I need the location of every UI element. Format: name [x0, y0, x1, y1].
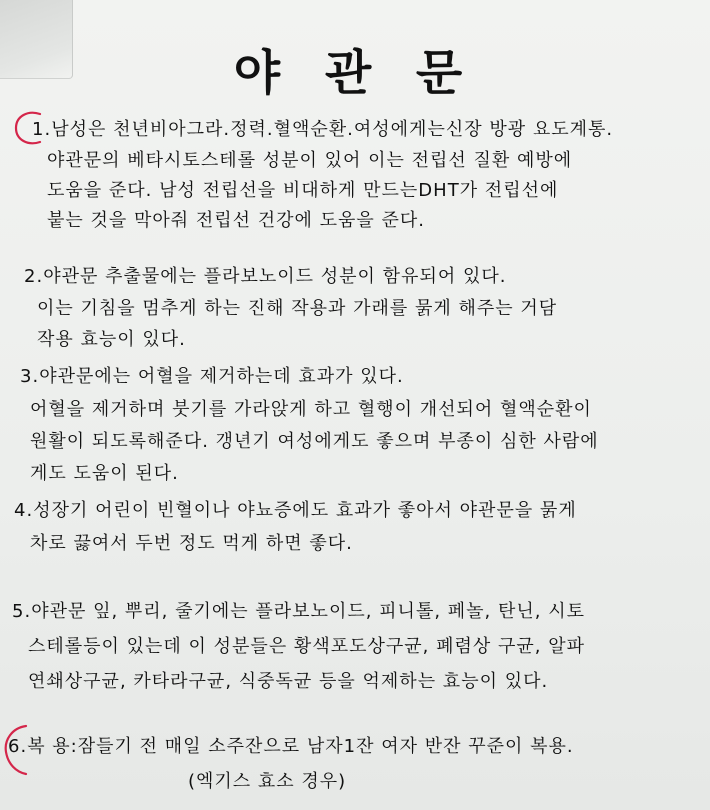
item-1-line-4: 붙는 것을 막아줘 전립선 건강에 도움을 준다.	[47, 210, 426, 231]
item-5-line-2: 스테롤등이 있는데 이 성분들은 황색포도상구균, 폐렴상 구균, 알파	[28, 636, 585, 657]
item-2-line-1: 2.야관문 추출물에는 플라보노이드 성분이 함유되어 있다.	[24, 266, 507, 287]
item-1-line-2: 야관문의 베타시토스테롤 성분이 있어 이는 전립선 질환 예방에	[47, 150, 573, 171]
item-2-line-3: 작용 효능이 있다.	[37, 329, 186, 350]
item-3-line-2: 어혈을 제거하며 붓기를 가라앉게 하고 혈행이 개선되어 혈액순환이	[30, 399, 592, 420]
item-5-line-3: 연쇄상구균, 카타라구균, 식중독균 등을 억제하는 효능이 있다.	[28, 671, 549, 692]
item-2-line-2: 이는 기침을 멈추게 하는 진해 작용과 가래를 묽게 해주는 거담	[37, 298, 558, 319]
item-4-line-2: 차로 끓여서 두번 정도 먹게 하면 좋다.	[30, 533, 353, 554]
item-1-line-1: 1.남성은 천년비아그라.정력.혈액순환.여성에게는신장 방광 요도계통.	[32, 119, 614, 140]
page-title: 야 관 문	[233, 45, 477, 101]
item-3-line-3: 원활이 되도록해준다. 갱년기 여성에게도 좋으며 부종이 심한 사람에	[30, 431, 599, 452]
item-3-line-4: 게도 도움이 된다.	[30, 463, 179, 484]
item-6-line-2: (엑기스 효소 경우)	[188, 771, 347, 792]
item-1-line-3: 도움을 준다. 남성 전립선을 비대하게 만드는DHT가 전립선에	[47, 180, 559, 201]
item-6-line-1: 6.복 용:잠들기 전 매일 소주잔으로 남자1잔 여자 반잔 꾸준이 복용.	[8, 736, 574, 757]
item-3-line-1: 3.야관문에는 어혈을 제거하는데 효과가 있다.	[20, 366, 404, 387]
item-4-line-1: 4.성장기 어린이 빈혈이나 야뇨증에도 효과가 좋아서 야관문을 묽게	[14, 500, 577, 521]
item-5-line-1: 5.야관문 잎, 뿌리, 줄기에는 플라보노이드, 피니톨, 페놀, 탄닌, 시토	[12, 601, 585, 622]
